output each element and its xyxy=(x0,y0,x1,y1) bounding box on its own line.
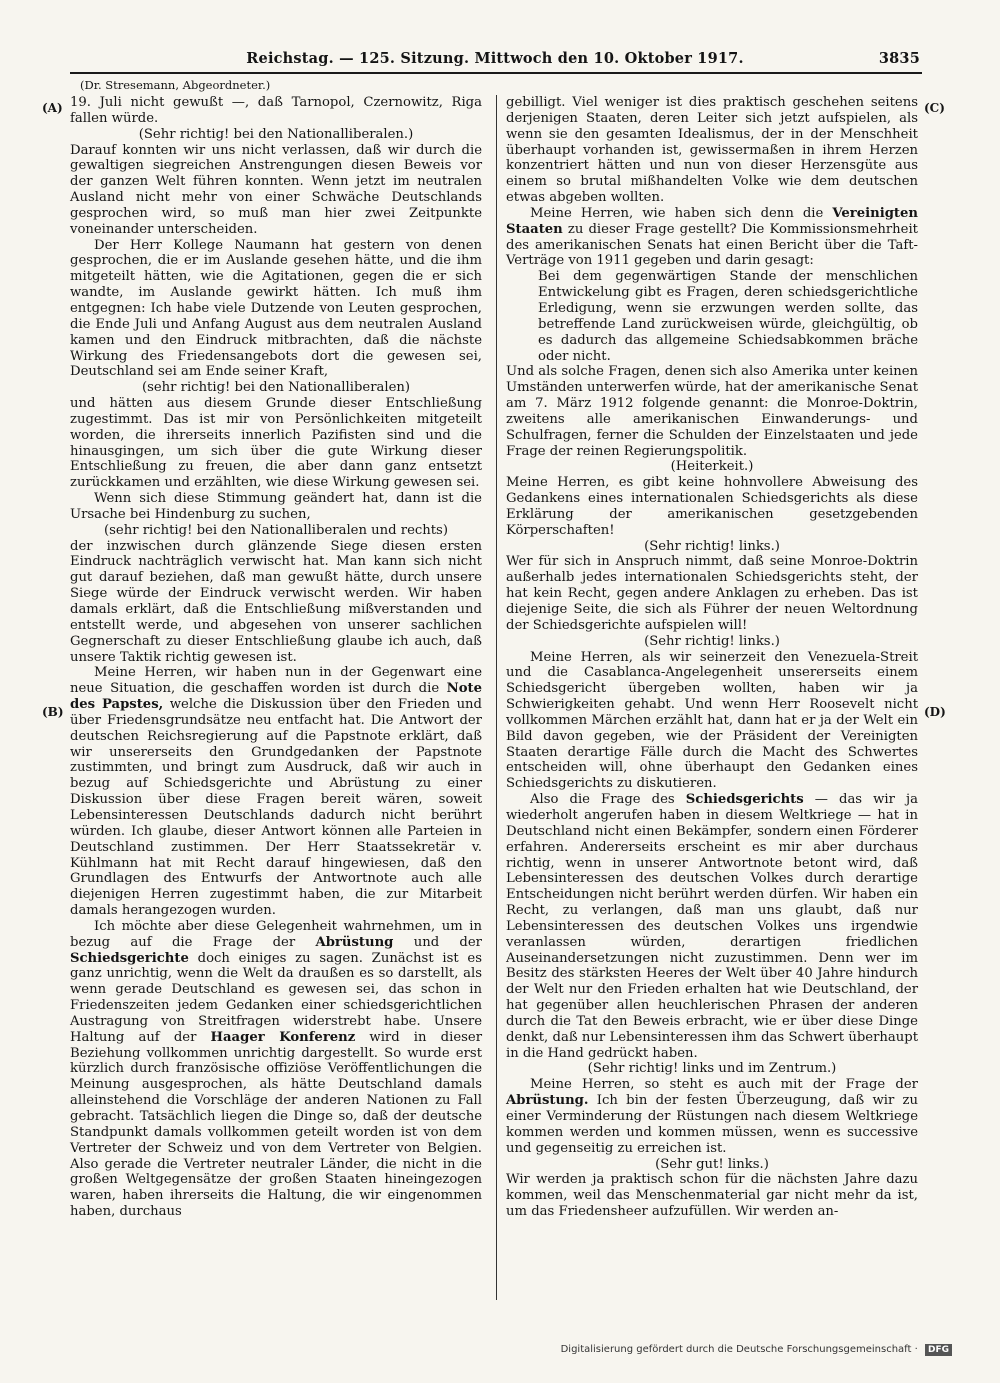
interjection: (Sehr gut! links.) xyxy=(655,1156,769,1172)
emphasis: Note des Papstes, xyxy=(70,681,482,713)
paragraph: Der Herr Kollege Naumann hat gestern von denen gesprochen, die er im Auslande gesehen hätte, und die ihm mitgeteilt hätten, wie die Agitationen, gegen die er sich wandte, im Auslande gewirkt hätten. Ich muß ihm entgegnen: Ich habe viele Dutzende von Leuten gesprochen, die Ende Juli und Anfang August aus dem neutralen Ausland kamen und den Eindruck mitbrachten, daß die nächste Wirkung des Friedensangebots dort die gewesen sei, Deutschland sei am Ende seiner Kraft, xyxy=(70,237,482,380)
text-run: — das wir ja wiederholt angerufen haben in diesem Weltkriege — hat in Deutschland nicht einen Bekämpfer, sondern einen Förderer erfahren. Andererseits erscheint es mir aber durchaus richtig, wenn in unserer Antwortnote betont wird, daß Lebensinteressen des deutschen Volkes durch derartige Entscheidungen nicht berührt werden dürfen. Wir haben ein Recht, zu verlangen, daß man uns glaubt, daß nur Lebensinteressen des deutschen Volkes uns irgendwie veranlassen würden, derartigen friedlichen Auseinandersetzungen nicht zuzustimmen. Denn wer im Besitz des stärksten Heeres der Welt über 40 Jahre hindurch der Welt nur den Frieden erhalten hat wie Deutschland, der hat gegenüber allen heuchlerischen Phrasen der anderen durch die Tat den Beweis erbracht, wie er über diese Dinge denkt, daß nur Lebensinteressen ihm das Schwert überhaupt in die Hand gedrückt haben. xyxy=(506,792,918,1061)
page-number: 3835 xyxy=(878,50,920,67)
paragraph: Meine Herren, es gibt keine hohnvollere Abweisung des Gedankens eines internationalen Schiedsgerichts als diese Erklärung der amerikanischen gesetzgebenden Körperschaften! xyxy=(506,475,918,538)
column-divider xyxy=(496,95,497,1300)
paragraph xyxy=(70,665,482,919)
interjection: (Sehr richtig! links.) xyxy=(644,538,780,554)
running-title: Reichstag. — 125. Sitzung. Mittwoch den 10. Oktober 1917. xyxy=(246,50,744,67)
paragraph xyxy=(506,1077,918,1156)
paragraph xyxy=(70,919,482,1220)
emphasis: Schiedsgerichte xyxy=(70,950,189,966)
block-quote: Bei dem gegenwärtigen Stande der menschlichen Entwickelung gibt es Fragen, deren schiedsgerichtliche Erledigung, wenn sie erzwungen werden sollte, das betreffende Land zurückweisen würde, gleichgültig, ob es dadurch das allgemeine Schiedsabkommen bräche oder nicht. xyxy=(538,269,918,364)
margin-marker-d: (D) xyxy=(924,705,946,719)
text-run: Meine Herren, so steht es auch mit der Frage der xyxy=(530,1077,918,1093)
paragraph: und hätten aus diesem Grunde dieser Entschließung zugestimmt. Das ist mir von Persönlichkeiten mitgeteilt worden, die ihrerseits innerlich Pazifisten sind und die hinausgingen, um sich über die gute Wirkung dieser Entschließung zu freuen, die aber dann ganz entsetzt zurückkamen und erzählten, wie diese Wirkung gewesen sei. xyxy=(70,396,482,491)
emphasis: Haager Konferenz xyxy=(210,1029,356,1045)
emphasis: Vereinigten Staaten xyxy=(506,205,918,237)
header-rule xyxy=(70,72,922,74)
emphasis: Abrüstung xyxy=(315,934,394,950)
paragraph: Wer für sich in Anspruch nimmt, daß seine Monroe-Doktrin außerhalb jedes internationalen Schiedsgerichts steht, der hat kein Recht, gegen andere Anklagen zu erheben. Das ist diejenige Seite, die sich als Führer der neuen Weltordnung der Schiedsgerichte aufspielen will! xyxy=(506,554,918,633)
paragraph xyxy=(506,206,918,269)
text-run: wird in dieser Beziehung vollkommen unrichtig dargestellt. So wurde erst kürzlich durch französische offiziöse Veröffentlichungen die Meinung ausgesprochen, als hätte Deutschland damals alleinstehend die Vorschläge der anderen Nationen zu Fall gebracht. Tatsächlich liegen die Dinge so, daß der deutsche Standpunkt damals vollkommen geteilt worden ist von dem Vertreter der Schweiz und von dem Vertreter von Belgien. Also gerade die Vertreter neutraler Länder, die nicht in die großen Weltgegensätze der großen Staaten hineingezogen waren, haben ihrerseits die Haltung, die wir eingenommen haben, durchaus xyxy=(70,1029,483,1220)
interjection: (Sehr richtig! links.) xyxy=(644,633,780,649)
paragraph xyxy=(506,792,918,1061)
text-run: Meine Herren, wir haben nun in der Gegenwart eine neue Situation, die geschaffen worden ist durch die xyxy=(70,665,482,697)
margin-marker-c: (C) xyxy=(924,101,945,115)
paragraph: gebilligt. Viel weniger ist dies praktisch geschehen seitens derjenigen Staaten, deren Leiter sich jetzt aufspielen, als wenn sie den gesamten Idealismus, der in der Menschheit überhaupt vorhanden ist, gewissermaßen in ihrem Herzen konzentriert hätten und nun von dieser Herzensgüte aus einem so brutal mißhandelten Volke wie dem deutschen etwas abgeben wollten. xyxy=(506,95,918,206)
paragraph: Meine Herren, als wir seinerzeit den Venezuela-Streit und die Casablanca-Angelegenheit unsererseits einem Schiedsgericht übergeben wollten, haben wir ja Schwierigkeiten gehabt. Und wenn Herr Roosevelt nicht vollkommen Märchen erzählt hat, dann hat er ja der Welt ein Bild davon gegeben, wie der Präsident der Vereinigten Staaten derartige Fälle durch die Macht des Schwertes entscheiden will, ohne überhaupt den Gedanken eines Schiedsgerichts zu diskutieren. xyxy=(506,649,918,792)
interjection: (Sehr richtig! bei den Nationalliberalen.) xyxy=(138,126,414,142)
interjection: (sehr richtig! bei den Nationalliberalen) xyxy=(141,380,411,396)
paragraph: 19. Juli nicht gewußt —, daß Tarnopol, Czernowitz, Riga fallen würde. xyxy=(70,95,482,126)
margin-marker-a: (A) xyxy=(42,101,63,115)
text-run: und der xyxy=(413,934,482,950)
text-run: Ich möchte aber diese Gelegenheit wahrnehmen, um in bezug auf die Frage der xyxy=(70,918,482,950)
interjection: (Sehr richtig! links und im Zentrum.) xyxy=(587,1061,837,1077)
page-header xyxy=(70,50,920,72)
margin-marker-b: (B) xyxy=(42,705,64,719)
credit-text: Digitalisierung gefördert durch die Deutsche Forschungsgemeinschaft · xyxy=(560,1344,918,1355)
text-run: welche die Diskussion über den Frieden und über Friedensgrundsätze neu entfacht hat. Die Antwort der deutschen Reichsregierung auf die Papstnote erklärt, daß wir unsererseits den Grundgedanken der Papstnote zustimmten, und bringt zum Ausdruck, daß wir auch in bezug auf Schiedsgerichte und Abrüstung zu einer Diskussion über diese Fragen bereit wären, soweit Lebensinteressen Deutschlands dadurch nicht berührt würden. Ich glaube, dieser Antwort können alle Parteien in Deutschland zustimmen. Der Herr Staatssekretär v. Kühlmann hat mit Recht darauf hingewiesen, daß den Grundlagen des Entwurfs der Antwortnote auch alle diejenigen Herren zugestimmt haben, die zur Mitarbeit damals herangezogen wurden. xyxy=(70,697,482,919)
interjection: (sehr richtig! bei den Nationalliberalen und rechts) xyxy=(104,522,448,538)
emphasis: Abrüstung. xyxy=(506,1093,589,1109)
text-run: Also die Frage des xyxy=(530,792,675,808)
digitization-credit xyxy=(561,1344,952,1356)
right-column xyxy=(506,95,918,1220)
paragraph: Wenn sich diese Stimmung geändert hat, dann ist die Ursache bei Hindenburg zu suchen, xyxy=(70,491,482,522)
paragraph: Darauf konnten wir uns nicht verlassen, daß wir durch die gewaltigen siegreichen Anstrengungen diesen Beweis vor der ganzen Welt führen konnten. Wenn jetzt im neutralen Ausland nicht mehr von einer Schwäche Deutschlands gesprochen wird, so muß man hier zwei Zeitpunkte voneinander unterscheiden. xyxy=(70,142,482,237)
emphasis: Schiedsgerichts xyxy=(685,792,804,808)
paragraph: Und als solche Fragen, denen sich also Amerika unter keinen Umständen unterwerfen würde, hat der amerikanische Senat am 7. März 1912 folgende genannt: die Monroe-Doktrin, zweitens alle amerikanischen Einwanderungs- und Schulfragen, ferner die Schulden der Einzelstaaten und jede Frage der reinen Regierungspolitik. xyxy=(506,364,918,459)
paragraph: Wir werden ja praktisch schon für die nächsten Jahre dazu kommen, weil das Menschenmaterial gar nicht mehr da ist, um das Friedensheer aufzufüllen. Wir werden an- xyxy=(506,1172,918,1220)
speaker-line: (Dr. Stresemann, Abgeordneter.) xyxy=(80,78,271,92)
text-run: Meine Herren, wie haben sich denn die xyxy=(530,205,824,221)
interjection: (Heiterkeit.) xyxy=(670,459,754,475)
paragraph: der inzwischen durch glänzende Siege diesen ersten Eindruck nachträglich verwischt hat. Man kann sich nicht gut darauf beziehen, daß man gewußt hätte, durch unsere Siege würde der Eindruck verwischt werden. Wir haben damals erklärt, daß die Entschließung mißverstanden und entstellt werde, und abgesehen von unserer sachlichen Gegnerschaft zu dieser Entschließung glaube ich auch, daß unsere Taktik richtig gewesen ist. xyxy=(70,538,482,665)
dfg-logo: DFG xyxy=(925,1344,952,1356)
text-run: doch einiges zu sagen. Zunächst ist es ganz unrichtig, wenn die Welt da draußen es so darstellt, als wenn gerade Deutschland es gewesen sei, das schon in Friedenszeiten jedem Gedanken einer schiedsgerichtlichen Austragung von Streitfragen widerstrebt habe. Unsere Haltung auf der xyxy=(70,950,482,1045)
text-run: zu dieser Frage gestellt? Die Kommissionsmehrheit des amerikanischen Senats hat einen Bericht über die Taft-Verträge von 1911 gegeben und darin gesagt: xyxy=(506,221,918,269)
text-run: Ich bin der festen Überzeugung, daß wir zu einer Verminderung der Rüstungen nach diesem Weltkriege kommen werden und kommen müssen, wenn es successive und gegenseitig zu erreichen ist. xyxy=(506,1093,918,1156)
left-column xyxy=(70,95,482,1220)
